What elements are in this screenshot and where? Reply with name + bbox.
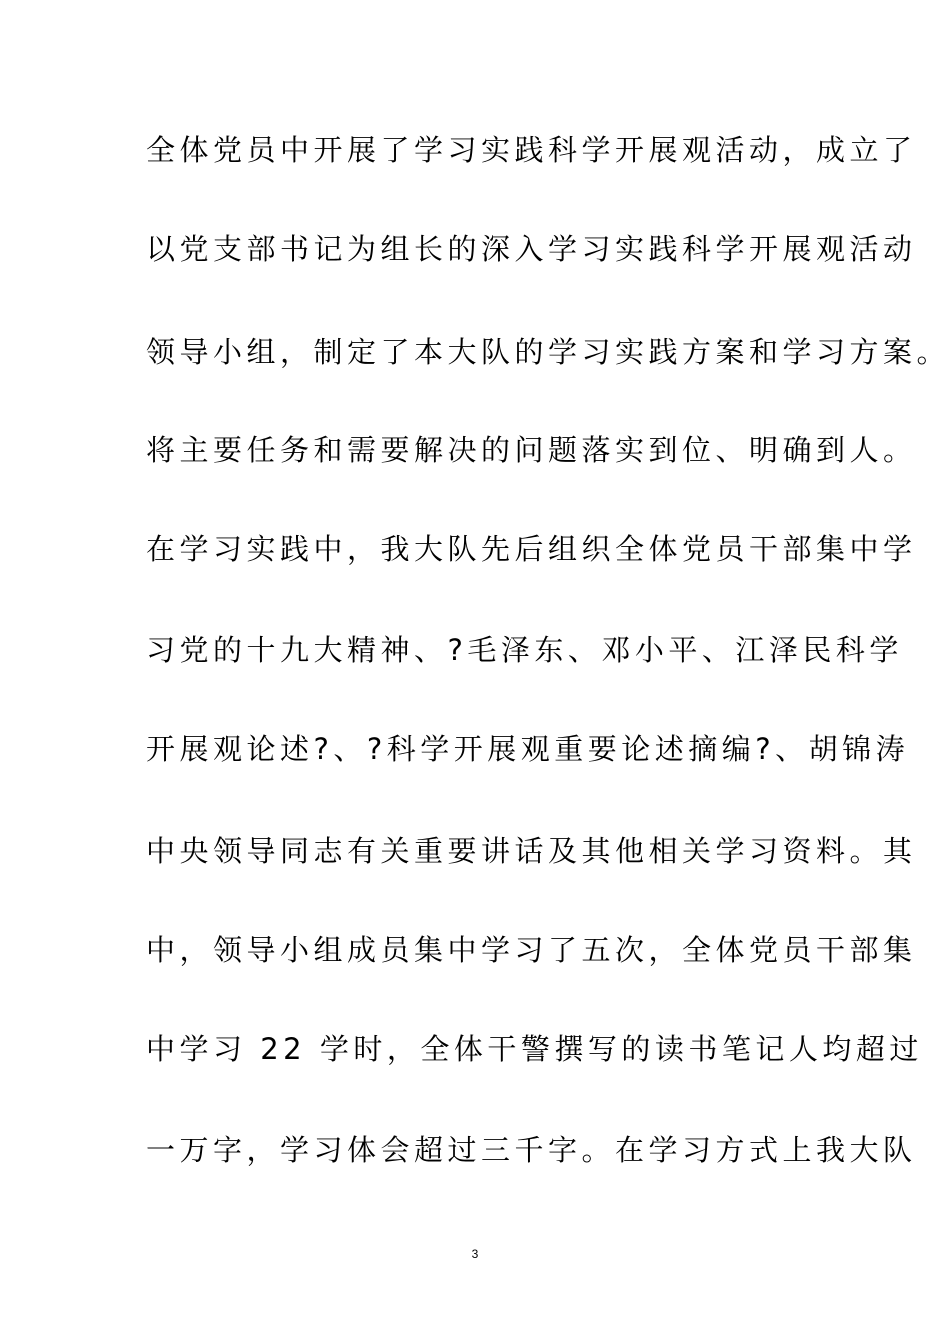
body-text-line: 中，领导小组成员集中学习了五次，全体党员干部集 [146, 933, 917, 967]
body-text-line: 中央领导同志有关重要讲话及其他相关学习资料。其 [146, 834, 917, 868]
body-text-line: 中学习 22 学时，全体干警撰写的读书笔记人均超过 [146, 1032, 923, 1066]
body-text-line: 全体党员中开展了学习实践科学开展观活动，成立了 [146, 133, 917, 167]
body-text-line: 领导小组，制定了本大队的学习实践方案和学习方案。 [146, 335, 950, 369]
body-text-line: 以党支部书记为组长的深入学习实践科学开展观活动 [146, 232, 917, 266]
body-text-line: 将主要任务和需要解决的问题落实到位、明确到人。 [146, 433, 917, 467]
body-text-line: 习党的十九大精神、?毛泽东、邓小平、江泽民科学 [146, 633, 903, 667]
body-text-line: 一万字，学习体会超过三千字。在学习方式上我大队 [146, 1133, 917, 1167]
page-number: 3 [471, 1247, 479, 1261]
body-text-line: 在学习实践中，我大队先后组织全体党员干部集中学 [146, 532, 917, 566]
body-text-line: 开展观论述?、?科学开展观重要论述摘编?、胡锦涛 [146, 732, 910, 766]
